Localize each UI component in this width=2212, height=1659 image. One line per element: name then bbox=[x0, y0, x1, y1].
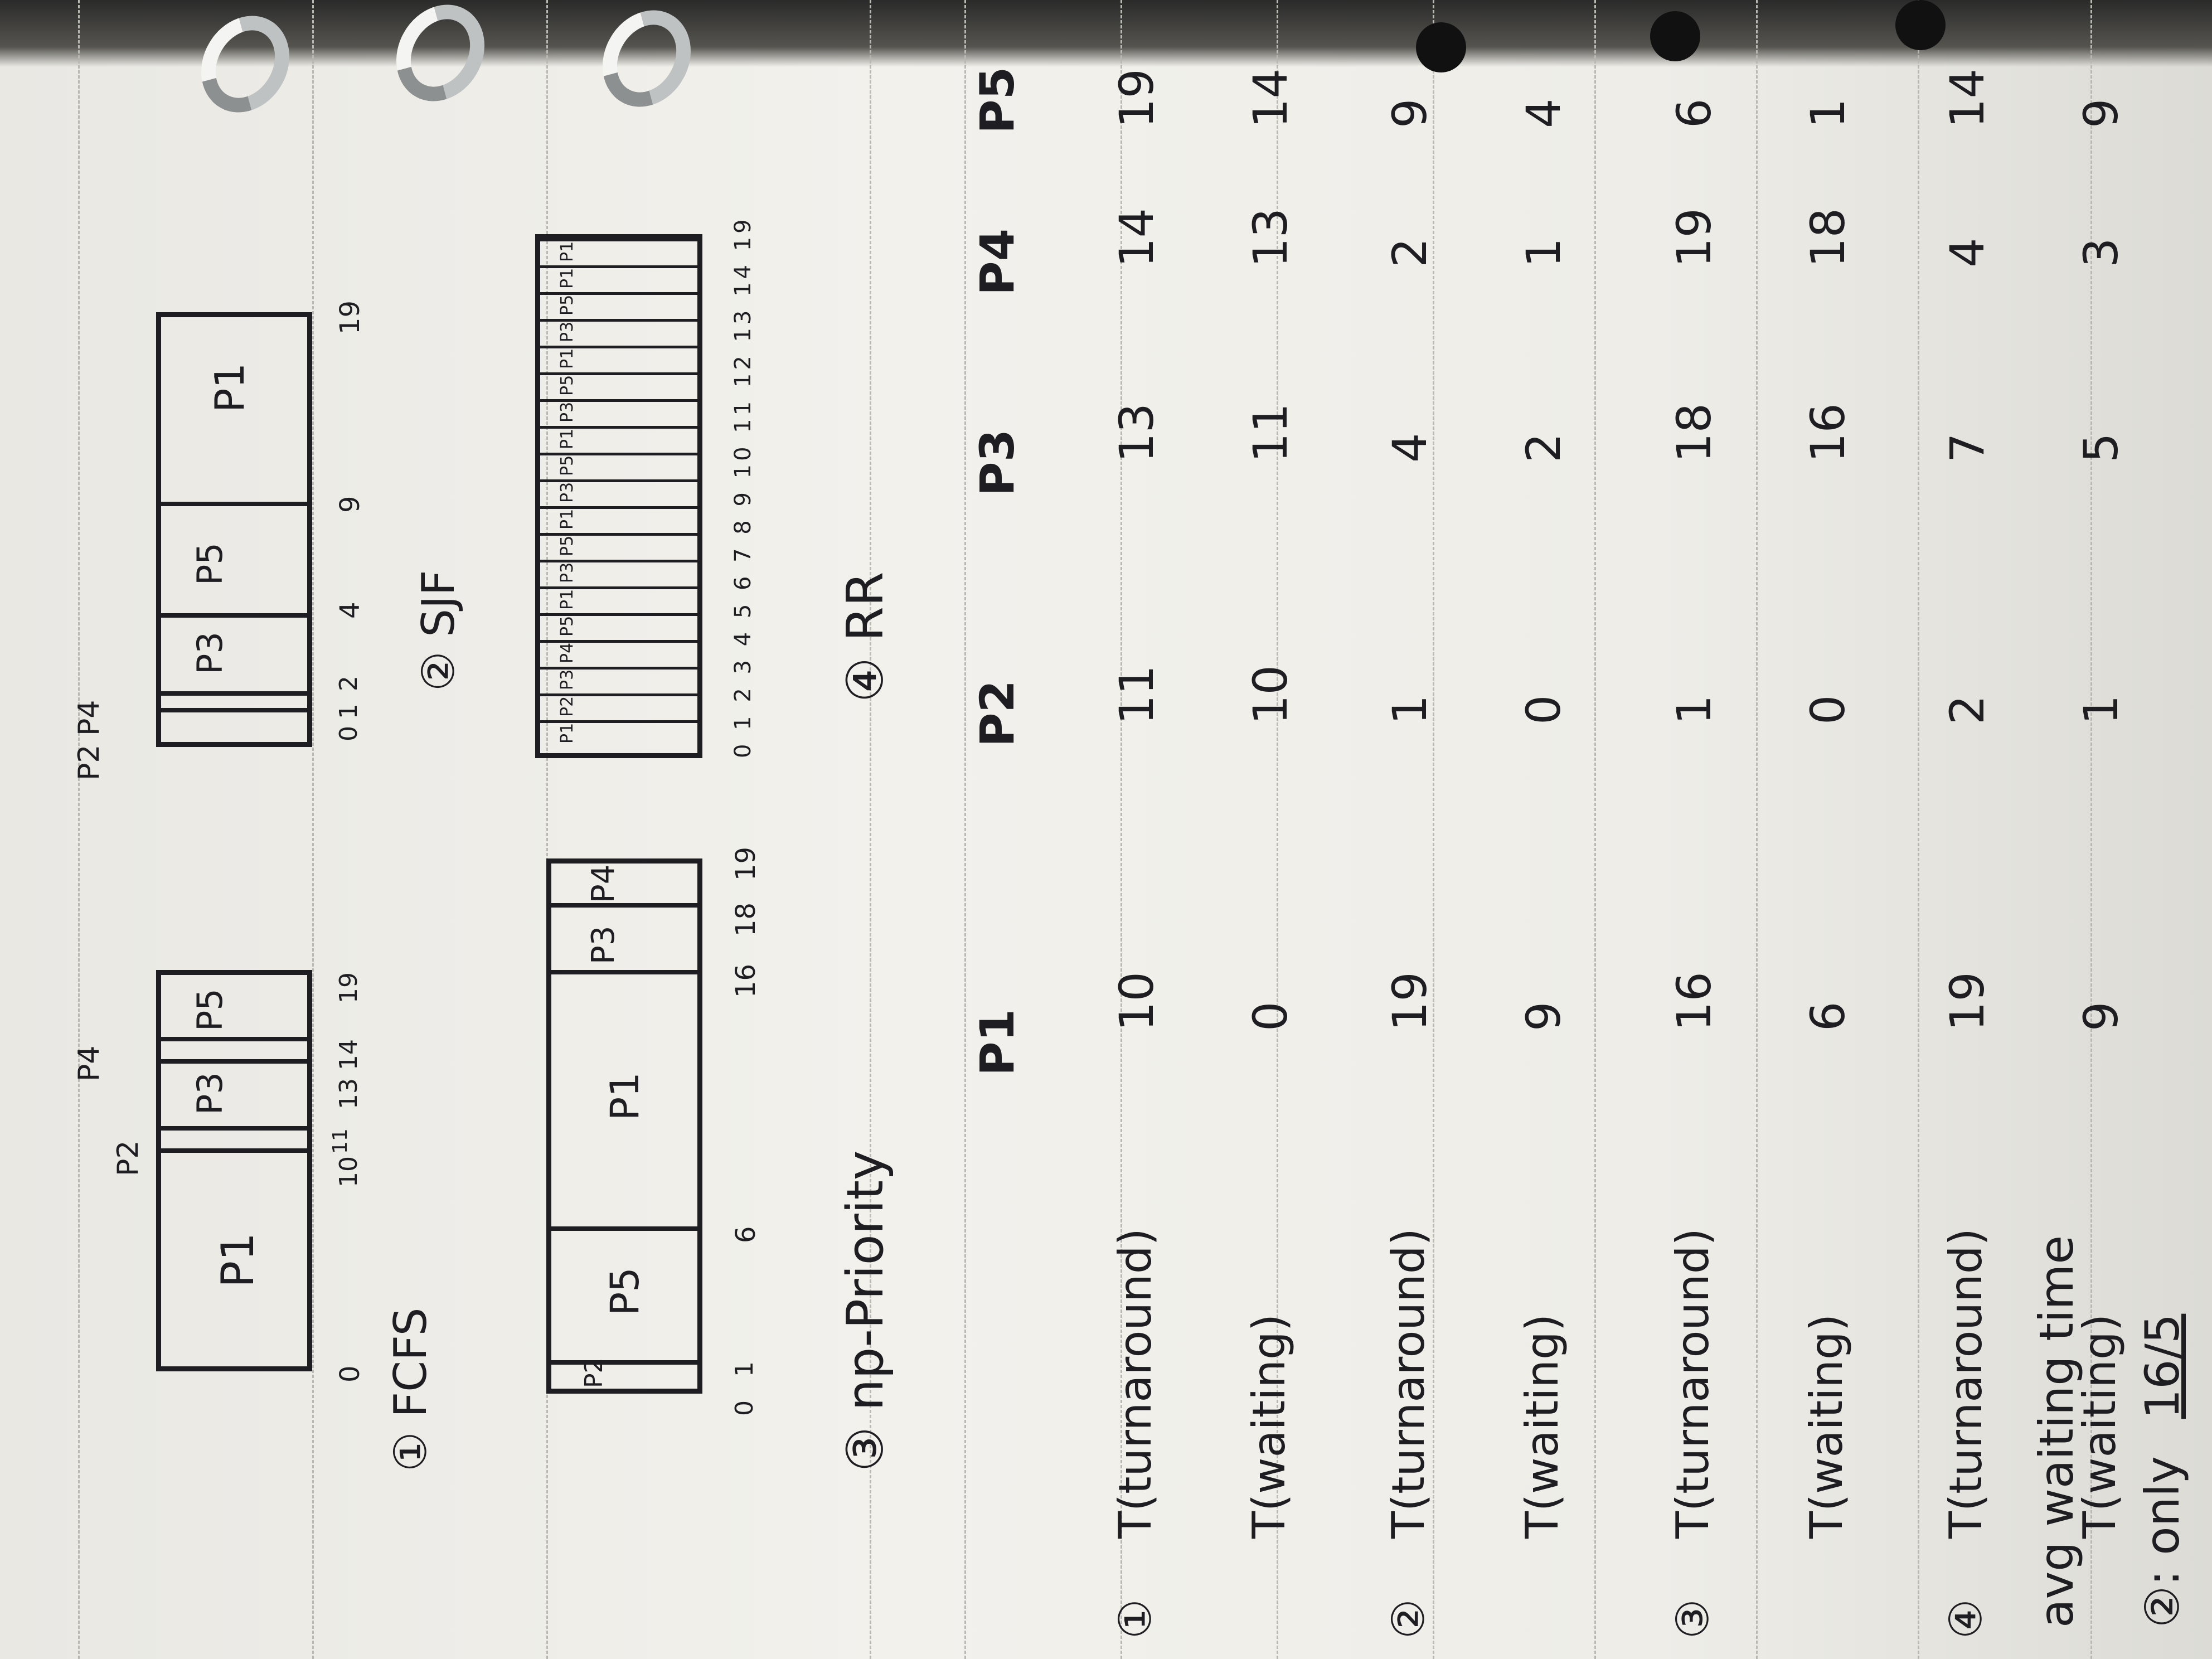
sjf-tick: 9 bbox=[334, 496, 366, 513]
priority-tick: 16 bbox=[730, 963, 761, 998]
table-header-p5: P5 bbox=[970, 66, 1025, 134]
fcfs-divider bbox=[156, 1148, 312, 1153]
table-cell: 18 bbox=[1801, 208, 1855, 268]
sjf-divider bbox=[156, 691, 312, 696]
fcfs-block-label: P3 bbox=[190, 1072, 230, 1115]
rr-caption: ④ RR bbox=[836, 571, 895, 702]
priority-tick: 1 bbox=[730, 1361, 759, 1377]
table-cell: 13 bbox=[1109, 403, 1164, 463]
fcfs-tick: 19 bbox=[334, 972, 363, 1003]
priority-block-label: P3 bbox=[585, 925, 622, 964]
table-cell: 0 bbox=[1243, 1001, 1298, 1031]
rr-slot-label: P5 bbox=[557, 615, 577, 637]
table-header-p1: P1 bbox=[970, 1008, 1025, 1076]
rule-line bbox=[1594, 0, 1596, 1659]
table-cell: 9 bbox=[1516, 1001, 1571, 1031]
rr-slot-label: P5 bbox=[557, 535, 577, 556]
table-cell: 4 bbox=[1382, 433, 1437, 463]
rr-slot-label: P1 bbox=[557, 241, 577, 262]
rr-slot-label: P1 bbox=[557, 348, 577, 369]
table-header-p4: P4 bbox=[970, 228, 1025, 295]
table-cell: 11 bbox=[1109, 665, 1164, 725]
fcfs-block-label: P1 bbox=[212, 1232, 264, 1288]
table-row-label: T(turnaround) bbox=[1940, 1228, 1992, 1539]
table-cell: 2 bbox=[1940, 695, 1995, 725]
table-cell: 0 bbox=[1516, 695, 1571, 725]
table-cell: 7 bbox=[1940, 433, 1995, 463]
rule-line bbox=[1756, 0, 1758, 1659]
rule-line bbox=[78, 0, 80, 1659]
table-cell: 6 bbox=[1801, 1001, 1855, 1031]
table-section-number: ③ bbox=[1667, 1599, 1719, 1639]
sjf-caption: ② SJF bbox=[413, 570, 464, 691]
table-header-p3: P3 bbox=[970, 429, 1025, 496]
table-header-p2: P2 bbox=[970, 680, 1025, 747]
rule-line bbox=[312, 0, 314, 1659]
rr-slot-label: P1 bbox=[557, 508, 577, 530]
rr-slot-label: P3 bbox=[557, 562, 577, 583]
priority-block-label: P4 bbox=[585, 864, 622, 903]
rr-slot-label: P1 bbox=[557, 268, 577, 289]
priority-block-label: P5 bbox=[602, 1267, 648, 1316]
table-row-label: T(waiting) bbox=[2074, 1313, 2126, 1539]
table-cell: 10 bbox=[1109, 972, 1164, 1031]
priority-block-label: P1 bbox=[602, 1072, 648, 1120]
rr-slot-label: P1 bbox=[557, 589, 577, 610]
rr-slot-label: P5 bbox=[557, 294, 577, 316]
fcfs-marker: P4 bbox=[72, 1045, 106, 1081]
binder-hole bbox=[1416, 22, 1466, 72]
answer-value: 16/5 bbox=[2135, 1313, 2190, 1419]
sjf-block-label: P1 bbox=[206, 362, 253, 413]
table-cell: 1 bbox=[1667, 695, 1721, 725]
table-section-number: ① bbox=[1109, 1599, 1161, 1639]
table-section-number: ② bbox=[1382, 1599, 1434, 1639]
table-cell: 9 bbox=[1382, 98, 1437, 128]
sjf-tick: 0 bbox=[334, 726, 363, 741]
table-cell: 14 bbox=[1940, 69, 1995, 128]
priority-tick: 18 bbox=[730, 902, 761, 937]
table-cell: 1 bbox=[2074, 695, 2128, 725]
table-cell: 11 bbox=[1243, 403, 1298, 463]
table-row-label: T(waiting) bbox=[1243, 1313, 1295, 1539]
table-cell: 16 bbox=[1801, 403, 1855, 463]
rule-line bbox=[1918, 0, 1919, 1659]
table-cell: 9 bbox=[2074, 1001, 2128, 1031]
sjf-tick: 19 bbox=[334, 300, 366, 334]
table-row-label: T(waiting) bbox=[1801, 1313, 1852, 1539]
table-row-label: T(turnaround) bbox=[1667, 1228, 1719, 1539]
table-cell: 3 bbox=[2074, 237, 2128, 268]
priority-divider bbox=[546, 1360, 702, 1365]
sjf-block-label: P5 bbox=[190, 542, 230, 585]
table-cell: 1 bbox=[1801, 98, 1855, 128]
binder-hole bbox=[1650, 11, 1700, 61]
table-cell: 10 bbox=[1243, 665, 1298, 725]
rr-slot-label: P1 bbox=[557, 428, 577, 449]
sjf-marker: P2 bbox=[72, 744, 106, 780]
rr-slot-label: P3 bbox=[557, 482, 577, 503]
background-shadow bbox=[0, 0, 2212, 67]
fcfs-caption: ① FCFS bbox=[385, 1307, 436, 1472]
sjf-tick: 4 bbox=[334, 601, 366, 619]
table-cell: 18 bbox=[1667, 403, 1721, 463]
table-cell: 19 bbox=[1667, 208, 1721, 268]
binder-hole bbox=[1895, 0, 1946, 50]
priority-divider bbox=[546, 1226, 702, 1231]
table-cell: 9 bbox=[2074, 98, 2128, 128]
fcfs-marker: P2 bbox=[111, 1140, 145, 1176]
answer-line bbox=[2135, 1314, 2190, 1628]
fcfs-tick: 11 bbox=[329, 1128, 352, 1154]
table-cell: 14 bbox=[1109, 208, 1164, 268]
priority-divider bbox=[546, 970, 702, 974]
rr-slot-label: P3 bbox=[557, 321, 577, 342]
fcfs-tick: 13 bbox=[334, 1078, 363, 1109]
fcfs-divider bbox=[156, 1037, 312, 1041]
table-section-number: ④ bbox=[1940, 1599, 1992, 1639]
table-cell: 6 bbox=[1667, 98, 1721, 128]
table-row-label: T(turnaround) bbox=[1109, 1228, 1161, 1539]
priority-tick: 19 bbox=[730, 846, 761, 881]
rr-slot-label: P3 bbox=[557, 669, 577, 690]
sjf-divider bbox=[156, 613, 312, 618]
priority-tick: 6 bbox=[730, 1226, 761, 1243]
table-cell: 4 bbox=[1940, 237, 1995, 268]
sjf-marker: P4 bbox=[72, 700, 106, 736]
table-cell: 0 bbox=[1801, 695, 1855, 725]
table-cell: 2 bbox=[1382, 237, 1437, 268]
rr-slot-label: P4 bbox=[557, 642, 577, 663]
table-cell: 4 bbox=[1516, 98, 1571, 128]
avg-waiting-label: avg waiting time bbox=[2029, 1235, 2084, 1628]
rule-line bbox=[964, 0, 966, 1659]
table-cell: 16 bbox=[1667, 972, 1721, 1031]
table-cell: 1 bbox=[1382, 695, 1437, 725]
sjf-divider bbox=[156, 502, 312, 506]
fcfs-tick: 0 bbox=[334, 1365, 366, 1382]
answer-prefix: ②: only bbox=[2135, 1456, 2190, 1628]
sjf-tick: 2 bbox=[334, 676, 363, 691]
table-cell: 5 bbox=[2074, 433, 2128, 463]
fcfs-block-label: P5 bbox=[190, 988, 230, 1031]
rr-slot-label: P1 bbox=[557, 722, 577, 744]
rr-ticks: 0 1 2 3 4 5 6 7 8 9 10 11 12 13 14 19 bbox=[730, 216, 756, 758]
rr-slot-label: P2 bbox=[557, 696, 577, 717]
fcfs-tick: 14 bbox=[334, 1039, 363, 1070]
sjf-tick: 1 bbox=[334, 704, 363, 719]
table-cell: 13 bbox=[1243, 208, 1298, 268]
priority-divider bbox=[546, 903, 702, 908]
fcfs-tick: 10 bbox=[334, 1156, 363, 1187]
table-cell: 19 bbox=[1382, 972, 1437, 1031]
table-cell: 1 bbox=[1516, 237, 1571, 268]
table-cell: 2 bbox=[1516, 433, 1571, 463]
table-cell: 19 bbox=[1109, 69, 1164, 128]
priority-block-label: P2 bbox=[580, 1357, 608, 1388]
fcfs-gantt-frame bbox=[156, 970, 312, 1371]
rr-slot-label: P5 bbox=[557, 375, 577, 396]
table-cell: 19 bbox=[1940, 972, 1995, 1031]
fcfs-divider bbox=[156, 1059, 312, 1064]
rr-slot-label: P3 bbox=[557, 401, 577, 423]
sjf-block-label: P3 bbox=[190, 632, 230, 675]
sjf-divider bbox=[156, 708, 312, 712]
priority-caption: ③ np-Priority bbox=[836, 1150, 895, 1472]
table-cell: 14 bbox=[1243, 69, 1298, 128]
table-row-label: T(waiting) bbox=[1516, 1313, 1568, 1539]
fcfs-divider bbox=[156, 1126, 312, 1131]
priority-tick: 0 bbox=[730, 1400, 759, 1416]
table-row-label: T(turnaround) bbox=[1382, 1228, 1434, 1539]
rr-slot-label: P5 bbox=[557, 455, 577, 476]
